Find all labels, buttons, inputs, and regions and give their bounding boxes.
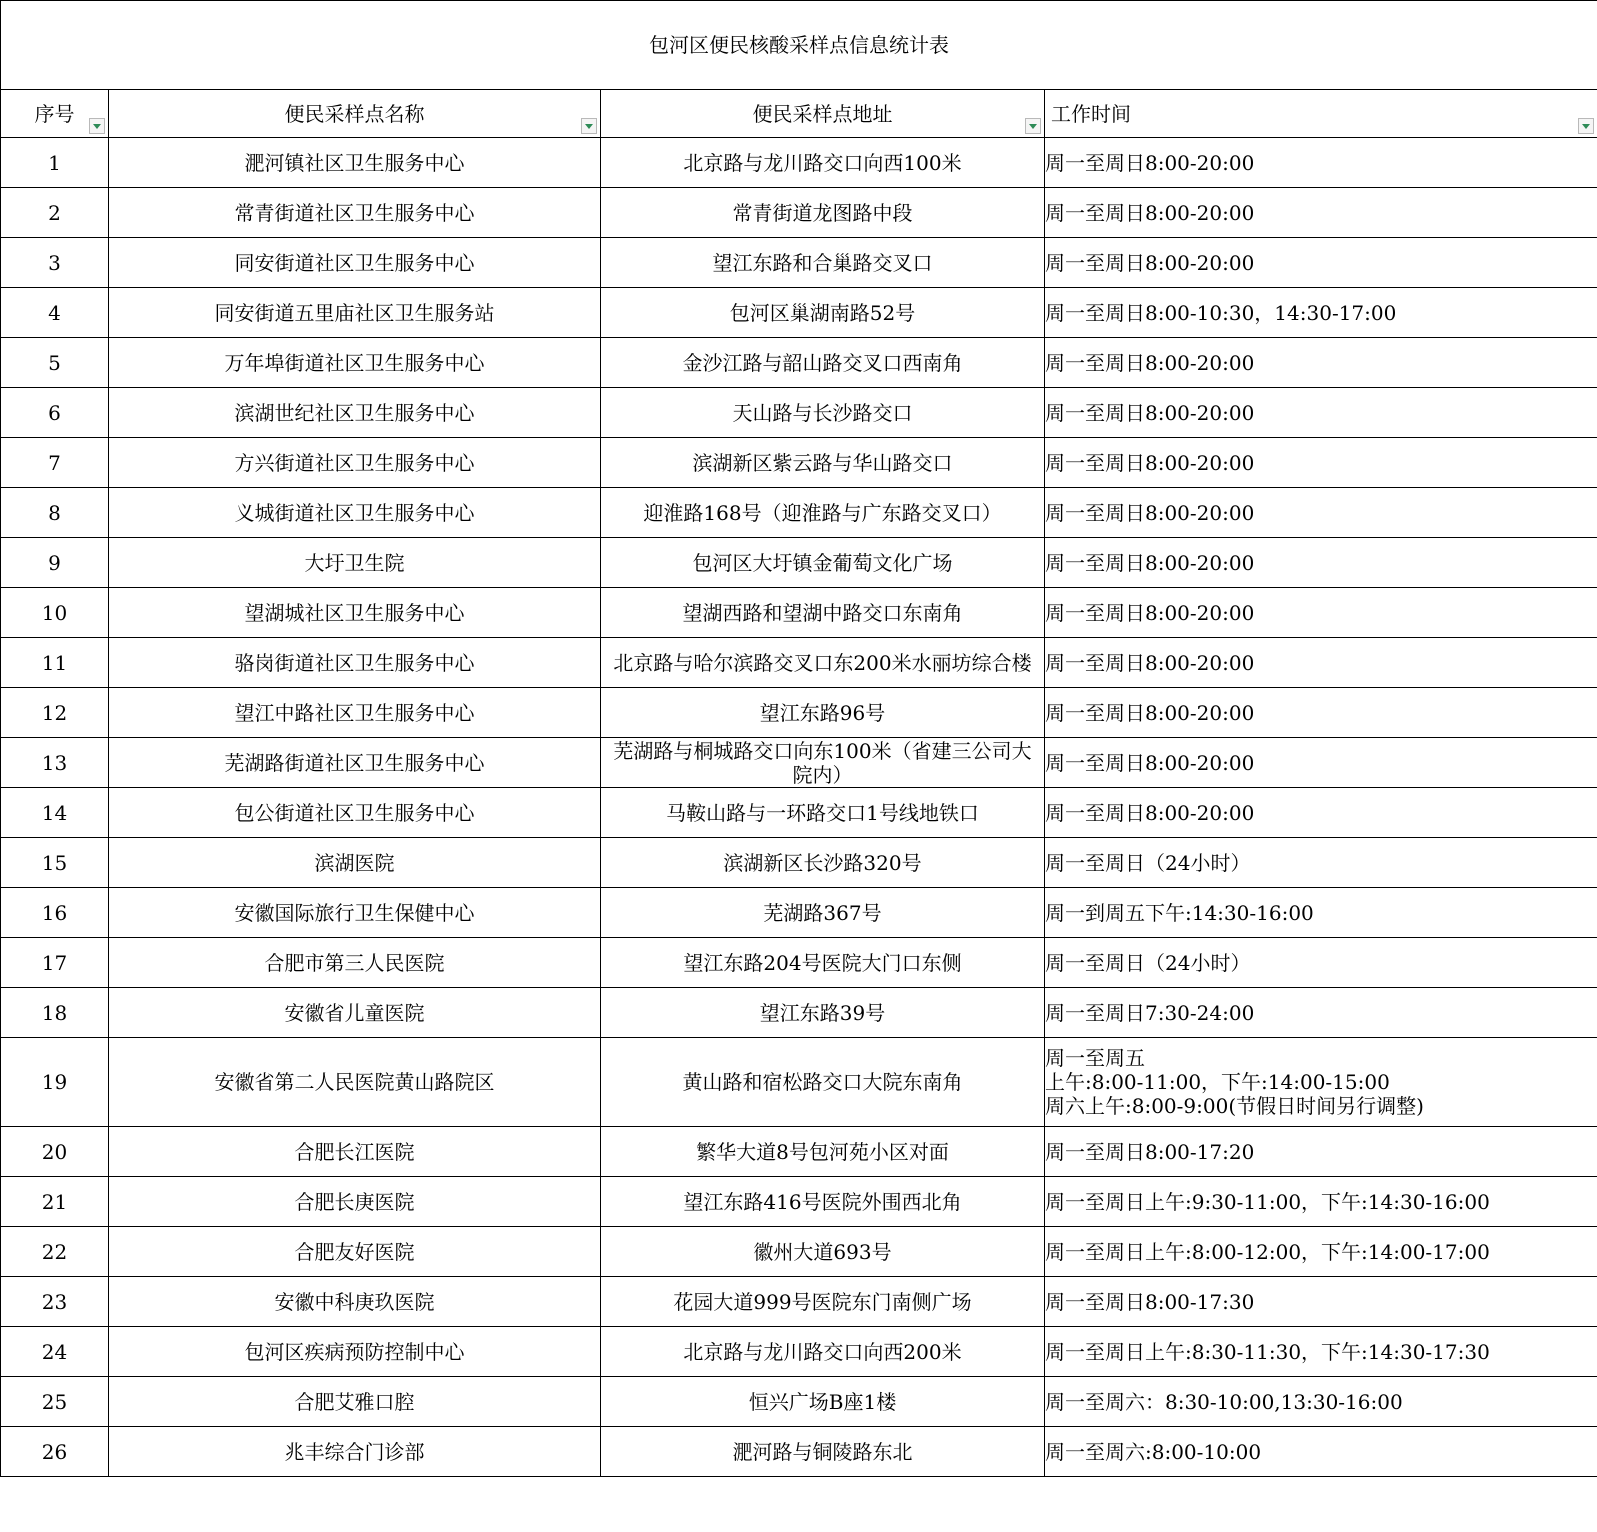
name-cell[interactable]: 包公街道社区卫生服务中心 bbox=[109, 788, 601, 838]
table-row bbox=[1, 538, 1597, 588]
seq-cell[interactable]: 21 bbox=[1, 1177, 109, 1227]
hours-cell[interactable]: 周一至周日8:00-20:00 bbox=[1045, 138, 1597, 188]
address-text: 恒兴广场B座1楼 bbox=[748, 1389, 897, 1414]
hours-cell[interactable]: 周一至周日8:00-17:30 bbox=[1045, 1277, 1597, 1327]
address-text: 北京路与哈尔滨路交叉口东200米水丽坊综合楼 bbox=[613, 650, 1032, 675]
address-text: 淝河路与铜陵路东北 bbox=[732, 1439, 913, 1464]
table-row bbox=[1, 188, 1597, 238]
name-cell[interactable]: 骆岗街道社区卫生服务中心 bbox=[109, 638, 601, 688]
address-cell[interactable] bbox=[601, 388, 1045, 438]
header-name-label: 便民采样点名称 bbox=[284, 101, 425, 126]
address-text: 徽州大道693号 bbox=[753, 1239, 892, 1264]
address-cell[interactable] bbox=[601, 1038, 1045, 1127]
header-hours bbox=[1045, 90, 1597, 138]
hours-cell[interactable]: 周一至周六:8:00-10:00 bbox=[1045, 1427, 1597, 1477]
seq-cell[interactable]: 9 bbox=[1, 538, 109, 588]
filter-dropdown-icon[interactable] bbox=[89, 118, 105, 134]
header-name bbox=[109, 90, 601, 138]
table-row bbox=[1, 1177, 1597, 1227]
seq-cell[interactable]: 2 bbox=[1, 188, 109, 238]
hours-cell[interactable]: 周一至周五 上午:8:00-11:00，下午:14:00-15:00 周六上午:8:00-9:00(节假日时间另行调整) bbox=[1045, 1038, 1597, 1127]
address-cell[interactable] bbox=[601, 188, 1045, 238]
address-cell[interactable] bbox=[601, 888, 1045, 938]
table-row bbox=[1, 238, 1597, 288]
name-cell[interactable]: 兆丰综合门诊部 bbox=[109, 1427, 601, 1477]
hours-cell[interactable]: 周一至周日8:00-20:00 bbox=[1045, 488, 1597, 538]
table-row bbox=[1, 388, 1597, 438]
address-cell[interactable] bbox=[601, 488, 1045, 538]
name-cell[interactable]: 望江中路社区卫生服务中心 bbox=[109, 688, 601, 738]
address-cell[interactable] bbox=[601, 988, 1045, 1038]
address-cell[interactable] bbox=[601, 338, 1045, 388]
table-row bbox=[1, 438, 1597, 488]
name-cell[interactable]: 望湖城社区卫生服务中心 bbox=[109, 588, 601, 638]
table-row bbox=[1, 1377, 1597, 1427]
hours-cell[interactable]: 周一至周日8:00-20:00 bbox=[1045, 688, 1597, 738]
table-row bbox=[1, 138, 1597, 188]
name-cell[interactable]: 常青街道社区卫生服务中心 bbox=[109, 188, 601, 238]
name-cell[interactable]: 大圩卫生院 bbox=[109, 538, 601, 588]
hours-cell[interactable]: 周一至周日8:00-20:00 bbox=[1045, 788, 1597, 838]
table-row bbox=[1, 588, 1597, 638]
hours-cell[interactable]: 周一至周日8:00-17:20 bbox=[1045, 1127, 1597, 1177]
seq-cell[interactable]: 12 bbox=[1, 688, 109, 738]
seq-cell[interactable]: 10 bbox=[1, 588, 109, 638]
name-cell[interactable]: 淝河镇社区卫生服务中心 bbox=[109, 138, 601, 188]
name-cell[interactable]: 合肥长江医院 bbox=[109, 1127, 601, 1177]
seq-cell[interactable]: 15 bbox=[1, 838, 109, 888]
hours-cell[interactable]: 周一至周日8:00-20:00 bbox=[1045, 588, 1597, 638]
address-cell[interactable] bbox=[601, 788, 1045, 838]
seq-cell[interactable]: 24 bbox=[1, 1327, 109, 1377]
name-cell[interactable]: 合肥长庚医院 bbox=[109, 1177, 601, 1227]
table-row bbox=[1, 1038, 1597, 1127]
address-cell[interactable] bbox=[601, 1127, 1045, 1177]
address-text: 包河区大圩镇金葡萄文化广场 bbox=[692, 550, 953, 575]
name-cell[interactable]: 合肥艾雅口腔 bbox=[109, 1377, 601, 1427]
seq-cell[interactable]: 20 bbox=[1, 1127, 109, 1177]
hours-cell[interactable]: 周一至周日8:00-20:00 bbox=[1045, 538, 1597, 588]
address-cell[interactable] bbox=[601, 288, 1045, 338]
name-cell[interactable]: 同安街道五里庙社区卫生服务站 bbox=[109, 288, 601, 338]
name-cell[interactable]: 滨湖世纪社区卫生服务中心 bbox=[109, 388, 601, 438]
address-text: 望江东路39号 bbox=[759, 1000, 886, 1025]
name-cell[interactable]: 同安街道社区卫生服务中心 bbox=[109, 238, 601, 288]
table-row bbox=[1, 1277, 1597, 1327]
header-address bbox=[601, 90, 1045, 138]
address-text: 天山路与长沙路交口 bbox=[732, 400, 913, 425]
address-cell[interactable] bbox=[601, 238, 1045, 288]
table-row bbox=[1, 288, 1597, 338]
address-cell[interactable] bbox=[601, 938, 1045, 988]
name-cell[interactable]: 包河区疾病预防控制中心 bbox=[109, 1327, 601, 1377]
address-text: 金沙江路与韶山路交叉口西南角 bbox=[682, 350, 963, 375]
table-row bbox=[1, 788, 1597, 838]
seq-cell[interactable]: 11 bbox=[1, 638, 109, 688]
hours-cell[interactable]: 周一至周日上午:8:30-11:30，下午:14:30-17:30 bbox=[1045, 1327, 1597, 1377]
address-cell[interactable] bbox=[601, 738, 1045, 788]
address-text: 黄山路和宿松路交口大院东南角 bbox=[682, 1070, 963, 1094]
address-text: 望湖西路和望湖中路交口东南角 bbox=[682, 600, 963, 625]
address-text: 常青街道龙图路中段 bbox=[732, 200, 913, 225]
seq-cell[interactable]: 13 bbox=[1, 738, 109, 788]
address-text: 北京路与龙川路交口向西200米 bbox=[683, 1339, 962, 1364]
address-cell[interactable] bbox=[601, 838, 1045, 888]
address-cell[interactable] bbox=[601, 1227, 1045, 1277]
seq-cell[interactable]: 3 bbox=[1, 238, 109, 288]
hours-cell[interactable]: 周一至周日8:00-10:30，14:30-17:00 bbox=[1045, 288, 1597, 338]
seq-cell[interactable]: 7 bbox=[1, 438, 109, 488]
seq-cell[interactable]: 22 bbox=[1, 1227, 109, 1277]
address-text: 望江东路416号医院外围西北角 bbox=[683, 1189, 962, 1214]
hours-cell[interactable]: 周一至周日7:30-24:00 bbox=[1045, 988, 1597, 1038]
address-cell[interactable] bbox=[601, 638, 1045, 688]
seq-cell[interactable]: 25 bbox=[1, 1377, 109, 1427]
address-cell[interactable] bbox=[601, 438, 1045, 488]
hours-cell[interactable]: 周一至周日（24小时） bbox=[1045, 838, 1597, 888]
address-text: 北京路与龙川路交口向西100米 bbox=[683, 150, 962, 175]
address-text: 迎淮路168号（迎淮路与广东路交叉口） bbox=[643, 500, 1002, 525]
address-text: 望江东路和合巢路交叉口 bbox=[712, 250, 933, 275]
header-address-label: 便民采样点地址 bbox=[752, 101, 893, 126]
table-row bbox=[1, 338, 1597, 388]
address-cell[interactable] bbox=[601, 1277, 1045, 1327]
table-row bbox=[1, 888, 1597, 938]
hours-cell[interactable]: 周一至周日（24小时） bbox=[1045, 938, 1597, 988]
name-cell[interactable]: 安徽中科庚玖医院 bbox=[109, 1277, 601, 1327]
address-cell[interactable] bbox=[601, 538, 1045, 588]
hours-cell[interactable]: 周一至周日8:00-20:00 bbox=[1045, 188, 1597, 238]
name-cell[interactable]: 安徽国际旅行卫生保健中心 bbox=[109, 888, 601, 938]
name-cell[interactable]: 合肥市第三人民医院 bbox=[109, 938, 601, 988]
hours-cell[interactable]: 周一至周日上午:9:30-11:00，下午:14:30-16:00 bbox=[1045, 1177, 1597, 1227]
name-cell[interactable]: 安徽省第二人民医院黄山路院区 bbox=[109, 1038, 601, 1127]
address-text: 包河区巢湖南路52号 bbox=[729, 300, 916, 325]
address-cell[interactable] bbox=[601, 688, 1045, 738]
name-cell[interactable]: 义城街道社区卫生服务中心 bbox=[109, 488, 601, 538]
address-cell[interactable] bbox=[601, 588, 1045, 638]
hours-cell[interactable]: 周一至周日8:00-20:00 bbox=[1045, 238, 1597, 288]
address-text: 望江东路96号 bbox=[759, 700, 886, 725]
hours-cell[interactable]: 周一至周日8:00-20:00 bbox=[1045, 738, 1597, 788]
address-text: 滨湖新区紫云路与华山路交口 bbox=[692, 450, 953, 475]
address-text: 芜湖路367号 bbox=[763, 900, 882, 925]
seq-cell[interactable]: 8 bbox=[1, 488, 109, 538]
address-text: 滨湖新区长沙路320号 bbox=[723, 850, 922, 875]
seq-cell[interactable]: 18 bbox=[1, 988, 109, 1038]
hours-cell[interactable]: 周一至周日上午:8:00-12:00，下午:14:00-17:00 bbox=[1045, 1227, 1597, 1277]
name-cell[interactable]: 方兴街道社区卫生服务中心 bbox=[109, 438, 601, 488]
table-row bbox=[1, 988, 1597, 1038]
hours-cell[interactable]: 周一至周六：8:30-10:00,13:30-16:00 bbox=[1045, 1377, 1597, 1427]
seq-cell[interactable]: 5 bbox=[1, 338, 109, 388]
address-cell[interactable] bbox=[601, 138, 1045, 188]
table-row bbox=[1, 1127, 1597, 1177]
filter-dropdown-icon[interactable] bbox=[1578, 118, 1594, 134]
filter-dropdown-icon[interactable] bbox=[581, 118, 597, 134]
hours-cell[interactable]: 周一至周日8:00-20:00 bbox=[1045, 338, 1597, 388]
address-text: 马鞍山路与一环路交口1号线地铁口 bbox=[666, 800, 979, 825]
seq-cell[interactable]: 17 bbox=[1, 938, 109, 988]
address-cell[interactable] bbox=[601, 1177, 1045, 1227]
address-text: 芜湖路与桐城路交口向东100米（省建三公司大院内） bbox=[613, 738, 1032, 787]
table-row bbox=[1, 1227, 1597, 1277]
hours-cell[interactable]: 周一到周五下午:14:30-16:00 bbox=[1045, 888, 1597, 938]
name-cell[interactable]: 安徽省儿童医院 bbox=[109, 988, 601, 1038]
hours-cell[interactable]: 周一至周日8:00-20:00 bbox=[1045, 388, 1597, 438]
header-seq-label: 序号 bbox=[34, 101, 75, 126]
seq-cell[interactable]: 6 bbox=[1, 388, 109, 438]
seq-cell[interactable]: 19 bbox=[1, 1038, 109, 1127]
address-cell[interactable] bbox=[601, 1377, 1045, 1427]
address-text: 繁华大道8号包河苑小区对面 bbox=[696, 1139, 949, 1164]
seq-cell[interactable]: 23 bbox=[1, 1277, 109, 1327]
seq-cell[interactable]: 4 bbox=[1, 288, 109, 338]
seq-cell[interactable]: 16 bbox=[1, 888, 109, 938]
table-row bbox=[1, 1427, 1597, 1477]
name-cell[interactable]: 合肥友好医院 bbox=[109, 1227, 601, 1277]
address-text: 望江东路204号医院大门口东侧 bbox=[683, 950, 962, 975]
address-cell[interactable] bbox=[601, 1327, 1045, 1377]
seq-cell[interactable]: 14 bbox=[1, 788, 109, 838]
table-row bbox=[1, 638, 1597, 688]
table-row bbox=[1, 688, 1597, 738]
table-row bbox=[1, 488, 1597, 538]
seq-cell[interactable]: 26 bbox=[1, 1427, 109, 1477]
seq-cell[interactable]: 1 bbox=[1, 138, 109, 188]
hours-cell[interactable]: 周一至周日8:00-20:00 bbox=[1045, 638, 1597, 688]
hours-cell[interactable]: 周一至周日8:00-20:00 bbox=[1045, 438, 1597, 488]
filter-dropdown-icon[interactable] bbox=[1025, 118, 1041, 134]
name-cell[interactable]: 万年埠街道社区卫生服务中心 bbox=[109, 338, 601, 388]
table-row bbox=[1, 738, 1597, 788]
address-cell[interactable] bbox=[601, 1427, 1045, 1477]
name-cell[interactable]: 芜湖路街道社区卫生服务中心 bbox=[109, 738, 601, 788]
table-row bbox=[1, 938, 1597, 988]
table-row bbox=[1, 838, 1597, 888]
address-text: 花园大道999号医院东门南侧广场 bbox=[673, 1289, 972, 1314]
table-row bbox=[1, 1327, 1597, 1377]
header-hours-label: 工作时间 bbox=[1051, 101, 1131, 126]
header-seq bbox=[1, 90, 109, 138]
table-title: 包河区便民核酸采样点信息统计表 bbox=[1, 1, 1597, 90]
name-cell[interactable]: 滨湖医院 bbox=[109, 838, 601, 888]
